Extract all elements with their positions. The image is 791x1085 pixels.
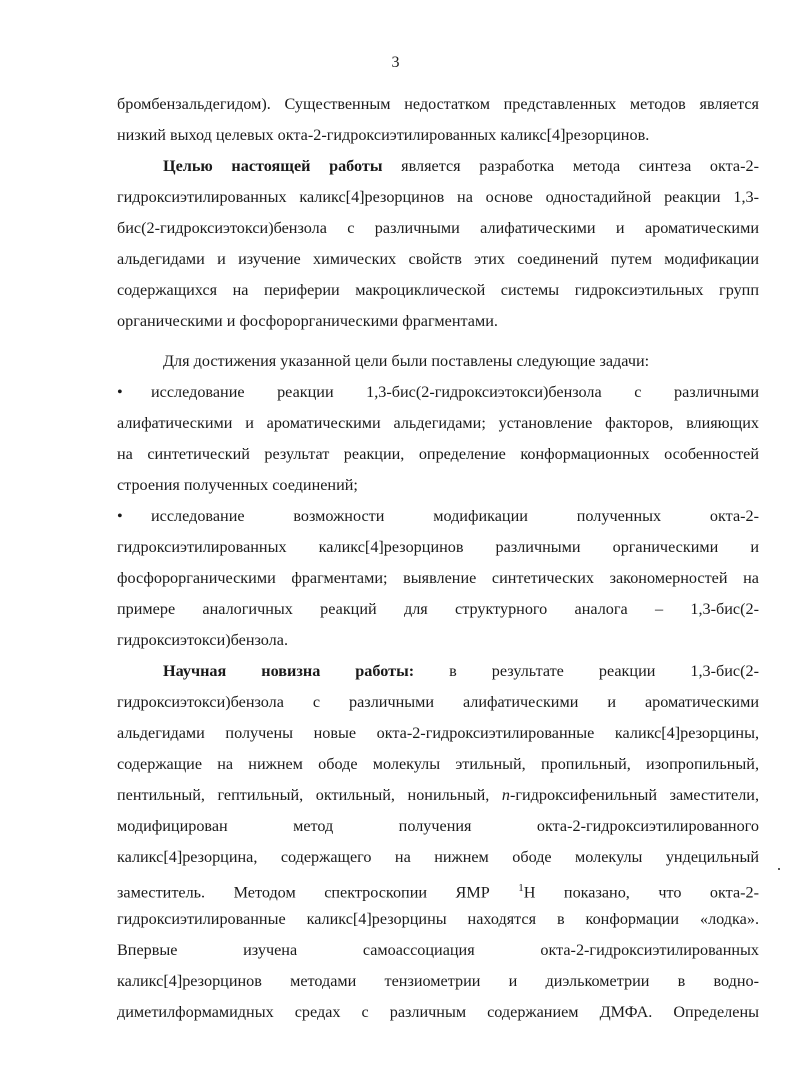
text-line-23-a: пентильный, гептильный, октильный, нонильный, [117, 786, 502, 804]
text-line-23-italic: п [501, 786, 510, 804]
text-line-16: фосфорорганическими фрагментами; выявление синтетических закономерностей на [117, 569, 759, 587]
text-line-21: альдегидами получены новые окта-2-гидроксиэтилированные каликс[4]резорцины, [117, 724, 759, 742]
text-line-18: гидроксиэтокси)бензола. [117, 631, 288, 649]
text-line-15: гидроксиэтилированных каликс[4]резорцинов различными органическими и [117, 538, 759, 556]
text-line-6: альдегидами и изучение химических свойств этих соединений путем модификации [117, 250, 759, 268]
text-line-5: бис(2-гидроксиэтокси)бензола с различными алифатическими и ароматическими [117, 219, 759, 237]
text-line-23 [117, 785, 759, 805]
page-number: 3 [391, 54, 400, 71]
text-line-29: каликс[4]резорцинов методами тензиометрии и диэлькометрии в водно- [117, 972, 759, 990]
text-line-25: каликс[4]резорцина, содержащего на нижнем ободе молекулы ундецильный [117, 848, 759, 866]
text-line-28: Впервые изучена самоассоциация окта-2-гидроксиэтилированных [117, 941, 759, 959]
text-line-23-b: -гидроксифенильный заместители, [509, 786, 759, 804]
text-line-12: на синтетический результат реакции, определение конформационных особенностей [117, 445, 759, 463]
novelty-heading: Научная новизна работы: [163, 662, 415, 680]
text-line-24: модифицирован метод получения окта-2-гидроксиэтилированного [117, 817, 759, 835]
text-line-14: исследование возможности модификации полученных окта-2- [151, 507, 759, 525]
nmr-superscript: 1 [518, 882, 524, 894]
text-line-10: исследование реакции 1,3-бис(2-гидроксиэтокси)бензола с различными [151, 383, 759, 401]
bullet-2: • [117, 507, 123, 525]
text-line-26-b: Н показано, что окта-2- [523, 883, 760, 902]
text-line-7: содержащихся на периферии макроциклической системы гидроксиэтильных групп [117, 281, 759, 299]
text-line-1: бромбензальдегидом). Существенным недостатком представленных методов является [117, 95, 759, 113]
text-line-26 [117, 878, 759, 902]
text-line-3-rest: является разработка метода синтеза окта-2- [382, 157, 759, 175]
text-line-19 [163, 661, 759, 681]
text-line-22: содержащие на нижнем ободе молекулы этильный, пропильный, изопропильный, [117, 755, 759, 773]
text-line-13: строения полученных соединений; [117, 476, 358, 494]
text-line-30: диметилформамидных средах с различным содержанием ДМФА. Определены [117, 1003, 759, 1021]
text-line-2: низкий выход целевых окта-2-гидроксиэтилированных каликс[4]резорцинов. [117, 126, 650, 144]
text-line-19-rest: в результате реакции 1,3-бис(2- [414, 662, 759, 680]
goal-heading: Целью настоящей работы [163, 157, 383, 175]
text-line-8: органическими и фосфорорганическими фрагментами. [117, 312, 498, 330]
text-line-11: алифатическими и ароматическими альдегидами; установление факторов, влияющих [117, 414, 759, 432]
text-line-3 [163, 156, 759, 176]
text-line-17: примере аналогичных реакций для структурного аналога – 1,3-бис(2- [117, 600, 759, 618]
text-line-26-a: заместитель. Методом спектроскопии ЯМР [117, 883, 519, 902]
text-line-9: Для достижения указанной цели были поставлены следующие задачи: [163, 352, 650, 370]
text-line-4: гидроксиэтилированных каликс[4]резорцинов на основе одностадийной реакции 1,3- [117, 188, 759, 206]
scan-speck [778, 868, 780, 870]
text-line-20: гидроксиэтокси)бензола с различными алифатическими и ароматическими [117, 693, 759, 711]
bullet-1: • [117, 383, 123, 401]
text-line-27: гидроксиэтилированные каликс[4]резорцины находятся в конформации «лодка». [117, 910, 759, 928]
